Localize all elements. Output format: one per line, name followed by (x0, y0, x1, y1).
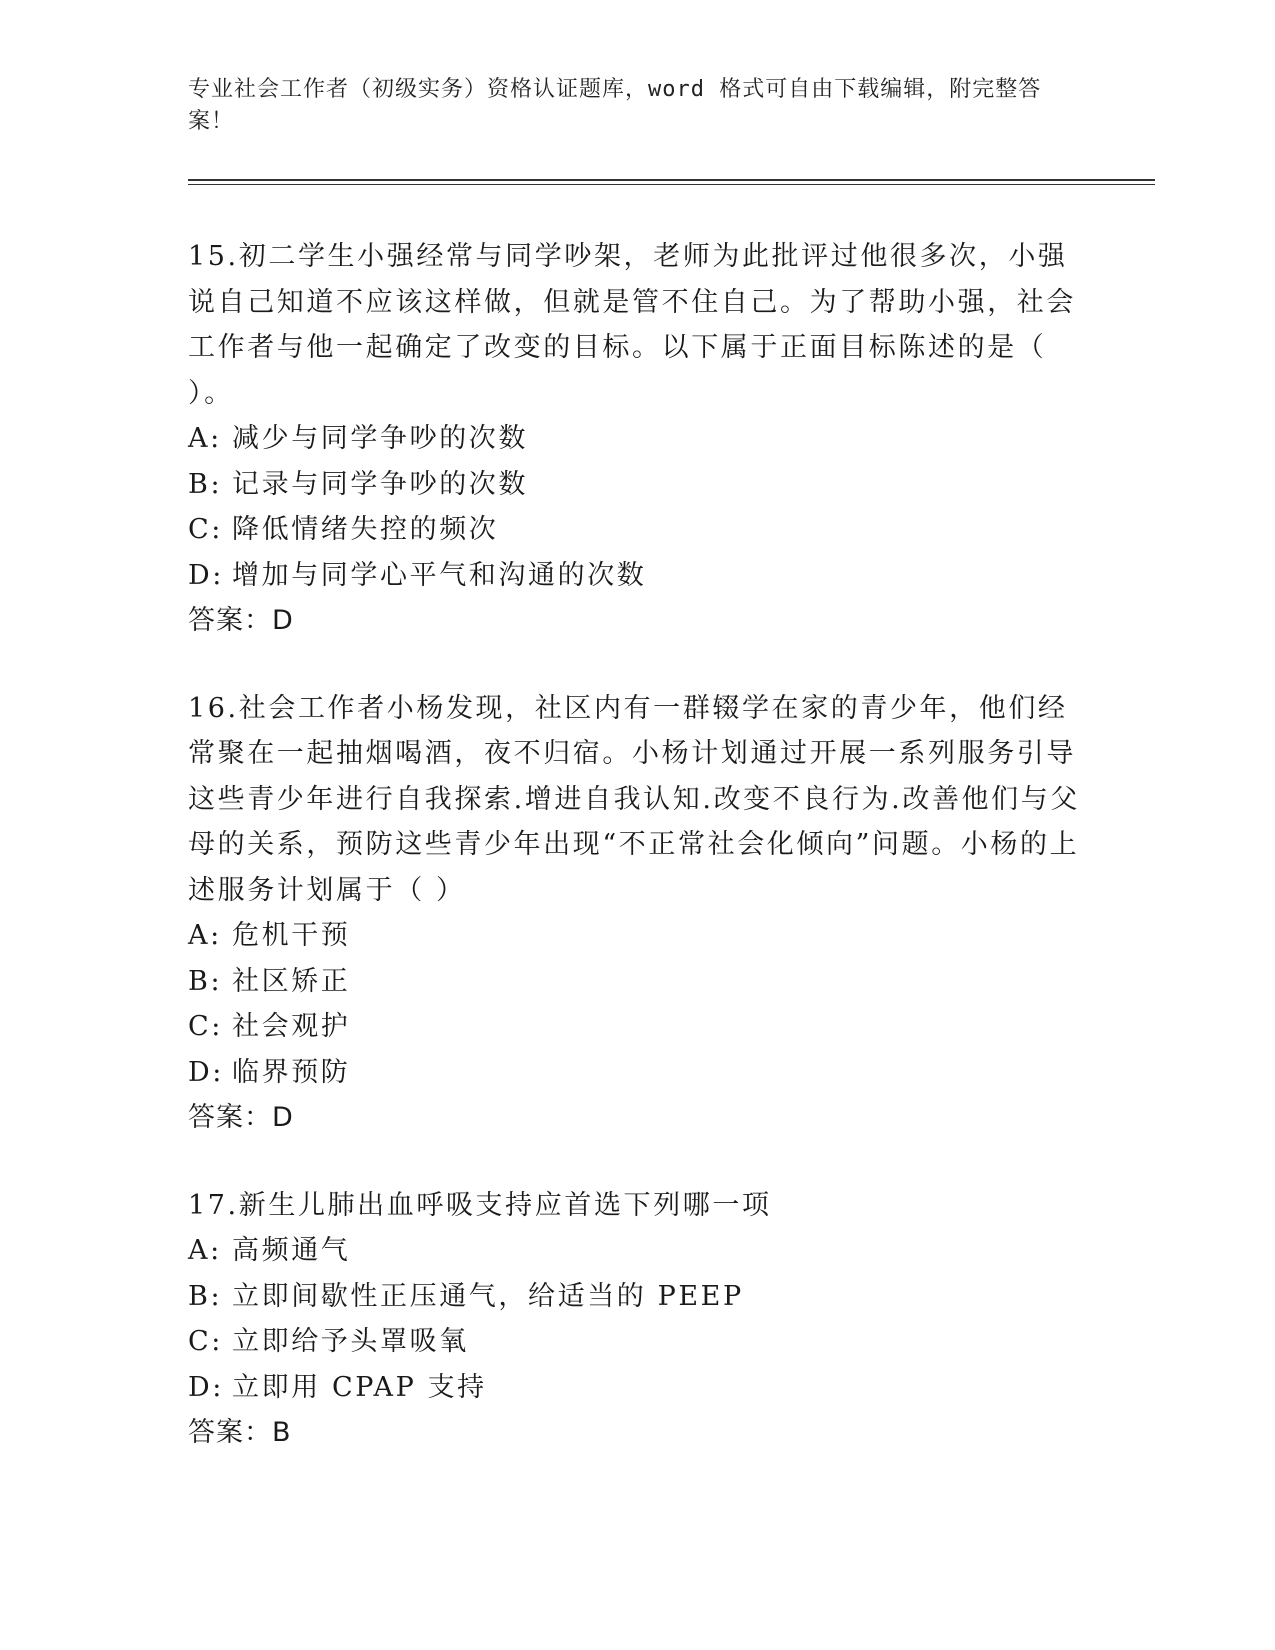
option-a (188, 416, 1088, 462)
option-list (188, 1228, 1088, 1410)
header-divider-thick (188, 179, 1155, 181)
option-c (188, 507, 1088, 553)
option-text: 高频通气 (232, 1235, 351, 1266)
option-list (188, 913, 1088, 1095)
option-b (188, 959, 1088, 1005)
option-text: 立即用 CPAP 支持 (232, 1371, 487, 1403)
option-letter: C: (188, 1326, 223, 1357)
option-text: 社会观护 (232, 1011, 351, 1042)
question-stem: 15.初二学生小强经常与同学吵架，老师为此批评过他很多次，小强说自己知道不应该这样做，但就是管不住自己。为了帮助小强，社会工作者与他一起确定了改变的目标。以下属于正面目标陈述的是（ ）。 (188, 241, 1076, 409)
option-a (188, 1228, 1088, 1274)
option-b (188, 462, 1088, 508)
option-d (188, 1365, 1088, 1411)
option-letter: C: (188, 514, 223, 545)
option-letter: C: (188, 1011, 223, 1042)
answer-line: 答案：D (188, 605, 294, 636)
option-letter: B: (188, 1280, 223, 1312)
option-letter: D: (188, 1371, 224, 1403)
option-letter: D: (188, 1056, 224, 1088)
option-letter: D: (188, 559, 224, 591)
option-text: 立即间歇性正压通气，给适当的 PEEP (232, 1280, 744, 1312)
question-17 (188, 1183, 1088, 1456)
option-text: 记录与同学争吵的次数 (232, 468, 528, 500)
option-letter: A: (188, 423, 222, 454)
option-letter: A: (188, 920, 222, 951)
header-divider-thin (188, 184, 1155, 185)
option-text: 社区矫正 (232, 965, 351, 997)
question-stem: 17.新生儿肺出血呼吸支持应首选下列哪一项 (188, 1189, 772, 1221)
option-c (188, 1319, 1088, 1365)
option-c (188, 1004, 1088, 1050)
question-list (188, 234, 1088, 1498)
answer-line: 答案：D (188, 1102, 294, 1133)
document-header: 专业社会工作者（初级实务）资格认证题库，word 格式可自由下载编辑，附完整答案！ (188, 77, 1042, 134)
question-15 (188, 234, 1088, 644)
option-letter: B: (188, 965, 223, 997)
option-text: 危机干预 (232, 920, 351, 951)
option-letter: B: (188, 468, 223, 500)
answer-line: 答案：B (188, 1417, 292, 1448)
option-text: 增加与同学心平气和沟通的次数 (232, 559, 647, 591)
option-d (188, 553, 1088, 599)
option-d (188, 1050, 1088, 1096)
option-text: 临界预防 (232, 1056, 351, 1088)
option-text: 立即给予头罩吸氧 (232, 1326, 469, 1357)
option-text: 减少与同学争吵的次数 (232, 423, 528, 454)
option-text: 降低情绪失控的频次 (232, 514, 499, 545)
option-list (188, 416, 1088, 598)
option-b (188, 1274, 1088, 1320)
question-stem: 16.社会工作者小杨发现，社区内有一群辍学在家的青少年，他们经常聚在一起抽烟喝酒，夜不归宿。小杨计划通过开展一系列服务引导这些青少年进行自我探索.增进自我认知.改变不良行为.改善他们与父母的关系，预防这些青少年出现“不正常社会化倾向”问题。小杨的上述服务计划属于（ ） (188, 692, 1080, 906)
question-16 (188, 686, 1088, 1141)
option-letter: A: (188, 1235, 222, 1266)
option-a (188, 913, 1088, 959)
